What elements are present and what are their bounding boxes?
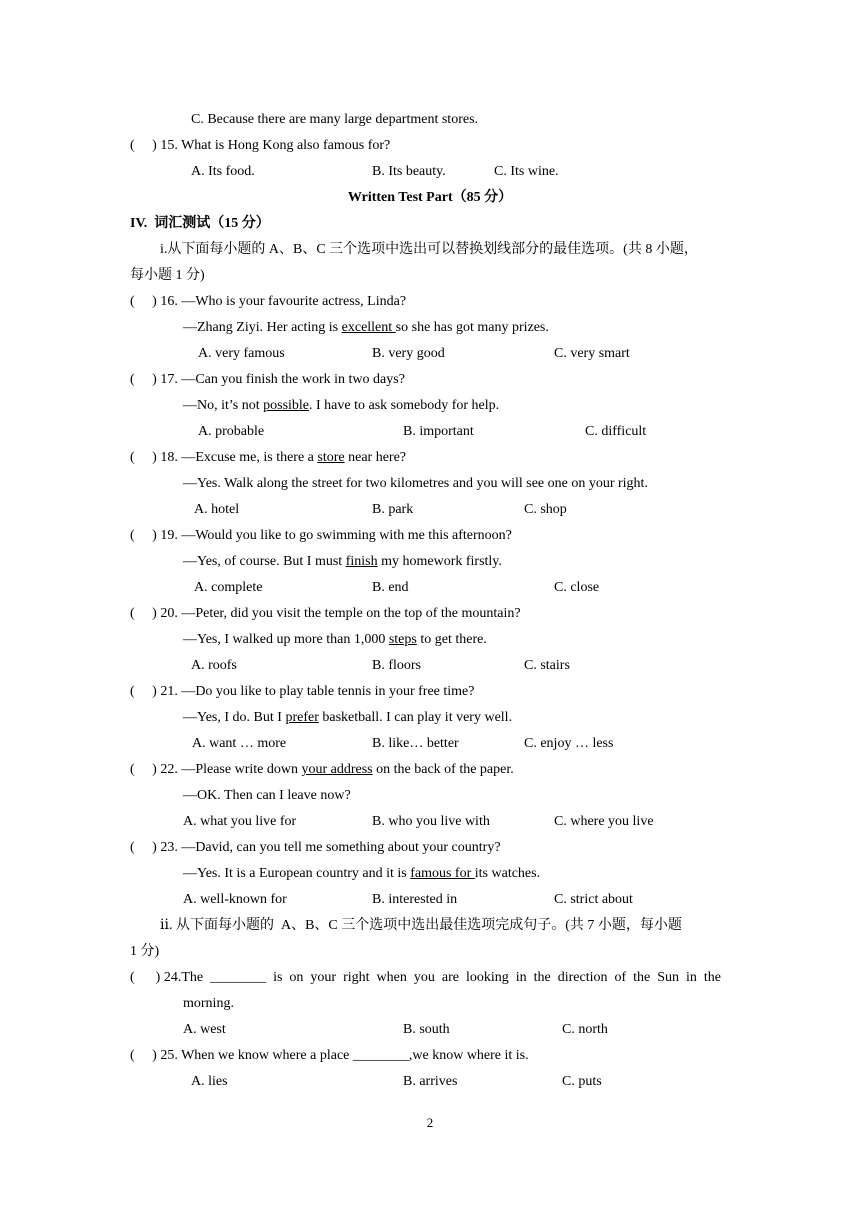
q17-underlined: possible (263, 398, 310, 413)
q22-question: ( ) 22. —Please write down your address on the back of the paper. (130, 762, 514, 777)
q16-answer: —Zhang Ziyi. Her acting is excellent so she has got many prizes. (183, 320, 549, 335)
q20-answer: —Yes, I walked up more than 1,000 steps to get there. (183, 632, 487, 647)
q20-underlined: steps (388, 632, 417, 647)
q17-option-b: B. important (403, 424, 474, 439)
q18-answer: —Yes. Walk along the street for two kilometres and you will see one on your right. (183, 476, 648, 491)
q25-option-b: B. arrives (403, 1074, 458, 1089)
q21-underlined: prefer (285, 710, 319, 725)
q17-option-c: C. difficult (585, 424, 647, 439)
q21-option-a: A. want … more (192, 736, 287, 751)
q19-option-c: C. close (554, 580, 600, 595)
q18-option-b: B. park (372, 502, 414, 517)
q16-option-a: A. very famous (198, 346, 285, 361)
q22-answer: —OK. Then can I leave now? (183, 788, 351, 803)
q19-option-b: B. end (372, 580, 409, 595)
q20-option-b: B. floors (372, 658, 421, 673)
q19-underlined: finish (345, 554, 378, 569)
q16-option-b: B. very good (372, 346, 445, 361)
q24-stem: ( ) 24.The ________ is on your right when you are looking in the direction of the Sun in the (130, 970, 722, 985)
q21-question: ( ) 21. —Do you like to play table tennis in your free time? (130, 684, 475, 699)
q21-answer: —Yes, I do. But I prefer basketball. I can play it very well. (183, 710, 513, 725)
part-i-instructions: i.从下面每小题的 A、B、C 三个选项中选出可以替换划线部分的最佳选项。(共 8 小题， (160, 242, 698, 257)
q16-question: ( ) 16. —Who is your favourite actress, Linda? (130, 294, 407, 309)
q15-option-b: B. Its beauty. (372, 164, 446, 179)
q25-option-c: C. puts (562, 1074, 602, 1089)
q19-option-a: A. complete (194, 580, 263, 595)
q25-option-a: A. lies (191, 1074, 228, 1089)
q23-question: ( ) 23. —David, can you tell me something about your country? (130, 840, 501, 855)
q17-option-a: A. probable (198, 424, 265, 439)
q23-option-a: A. well-known for (183, 892, 287, 907)
part-ii-instructions-cont: 1 分) (130, 944, 160, 959)
q16-underlined: excellent (341, 320, 396, 335)
q15-option-a: A. Its food. (191, 164, 255, 179)
part-i-instructions-cont: 每小题 1 分) (130, 268, 205, 283)
q23-option-b: B. interested in (372, 892, 458, 907)
q22-option-a: A. what you live for (183, 814, 297, 829)
q24-stem-cont: morning. (183, 996, 234, 1011)
q20-question: ( ) 20. —Peter, did you visit the temple on the top of the mountain? (130, 606, 521, 621)
q20-option-a: A. roofs (191, 658, 237, 673)
q18-underlined: store (317, 450, 345, 465)
q21-option-b: B. like… better (372, 736, 459, 751)
q24-option-a: A. west (183, 1022, 226, 1037)
q21-option-c: C. enjoy … less (524, 736, 614, 751)
q16-option-c: C. very smart (554, 346, 630, 361)
q17-answer: —No, it’s not possible. I have to ask somebody for help. (183, 398, 500, 413)
q19-question: ( ) 19. —Would you like to go swimming with me this afternoon? (130, 528, 512, 543)
q19-answer: —Yes, of course. But I must finish my homework firstly. (183, 554, 502, 569)
q15-option-c: C. Its wine. (494, 164, 559, 179)
q23-option-c: C. strict about (554, 892, 633, 907)
q20-option-c: C. stairs (524, 658, 570, 673)
q22-underlined: your address (301, 762, 373, 777)
q22-option-b: B. who you live with (372, 814, 490, 829)
q25-stem: ( ) 25. When we know where a place ________,we know where it is. (130, 1048, 529, 1063)
q15-stem: ( ) 15. What is Hong Kong also famous for? (130, 138, 391, 153)
q18-option-a: A. hotel (194, 502, 240, 517)
q24-option-b: B. south (403, 1022, 450, 1037)
q24-option-c: C. north (562, 1022, 608, 1037)
q14-option-c: C. Because there are many large department stores. (191, 112, 479, 127)
written-test-title: Written Test Part（85 分） (347, 190, 513, 205)
section-iv-heading: IV. 词汇测试（15 分） (130, 216, 270, 231)
q18-option-c: C. shop (524, 502, 567, 517)
q17-question: ( ) 17. —Can you finish the work in two days? (130, 372, 405, 387)
q23-answer: —Yes. It is a European country and it is famous for its watches. (183, 866, 541, 881)
part-ii-instructions: ⅱ. 从下面每小题的 A、B、C 三个选项中选出最佳选项完成句子。(共 7 小题，每小题 (160, 918, 682, 933)
q18-question: ( ) 18. —Excuse me, is there a store near here? (130, 450, 407, 465)
q22-option-c: C. where you live (554, 814, 654, 829)
page-number: 2 (426, 1115, 434, 1130)
q23-underlined: famous for (410, 866, 475, 881)
